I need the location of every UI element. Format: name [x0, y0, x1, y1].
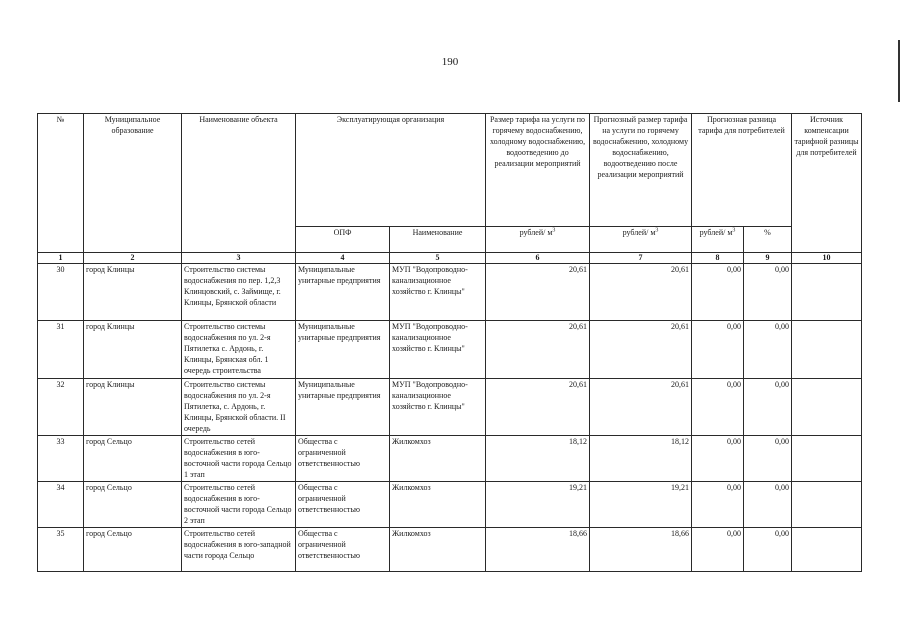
cell-tariff-before: 19,21: [486, 482, 590, 528]
header-no: №: [38, 114, 84, 253]
cell-no: 33: [38, 436, 84, 482]
header-tariff-before: Размер тарифа на услуги по горячему водоснабжению, холодному водоснабжению, водоотведению до реализации мероприятий: [486, 114, 590, 227]
cell-tariff-before: 20,61: [486, 264, 590, 321]
unit-label: рублей/ м: [622, 228, 656, 237]
cell-no: 35: [38, 528, 84, 572]
cell-object: Строительство системы водоснабжения по ул. 2-я Пятилетка, с. Ардонь, г. Клинцы, Брянской области. II очередь: [182, 379, 296, 436]
unit-label: рублей/ м: [699, 228, 733, 237]
cell-diff-rub: 0,00: [692, 379, 744, 436]
cell-source: [792, 436, 862, 482]
cell-opf: Общества с ограниченной ответственностью: [296, 528, 390, 572]
cell-tariff-after: 18,12: [590, 436, 692, 482]
cell-object: Строительство сетей водоснабжения в юго-западной части города Сельцо: [182, 528, 296, 572]
cell-source: [792, 264, 862, 321]
cell-object: Строительство системы водоснабжения по пер. 1,2,3 Клинцовский, с. Займище, г. Клинцы, Брянской области: [182, 264, 296, 321]
cell-municipality: город Клинцы: [84, 379, 182, 436]
cell-opf: Общества с ограниченной ответственностью: [296, 482, 390, 528]
cell-municipality: город Сельцо: [84, 482, 182, 528]
cell-diff-pct: 0,00: [744, 264, 792, 321]
column-number: 7: [590, 253, 692, 264]
column-number: 9: [744, 253, 792, 264]
cell-no: 31: [38, 321, 84, 379]
cell-municipality: город Сельцо: [84, 528, 182, 572]
table-row: [38, 528, 862, 572]
unit-cube: 3: [655, 227, 659, 234]
subheader-name: Наименование: [390, 227, 486, 253]
unit-cube: 3: [732, 227, 736, 234]
cell-tariff-before: 18,66: [486, 528, 590, 572]
cell-source: [792, 482, 862, 528]
header-municipality: Муниципальное образование: [84, 114, 182, 253]
unit-tariff-after: [590, 227, 692, 253]
unit-label: рублей/ м: [519, 228, 553, 237]
cell-diff-pct: 0,00: [744, 528, 792, 572]
column-number: 3: [182, 253, 296, 264]
cell-source: [792, 379, 862, 436]
page-number: 190: [441, 56, 459, 68]
column-number: 10: [792, 253, 862, 264]
cell-object: Строительство системы водоснабжения по ул. 2-я Пятилетка с. Ардонь, г. Клинцы, Брянская обл. 1 очередь строительства: [182, 321, 296, 379]
cell-diff-rub: 0,00: [692, 436, 744, 482]
cell-source: [792, 321, 862, 379]
cell-tariff-after: 20,61: [590, 264, 692, 321]
table-row: [38, 321, 862, 379]
tariff-table: [37, 113, 862, 572]
table-row: [38, 482, 862, 528]
subheader-opf: ОПФ: [296, 227, 390, 253]
unit-difference-percent: %: [744, 227, 792, 253]
cell-diff-pct: 0,00: [744, 436, 792, 482]
cell-diff-pct: 0,00: [744, 379, 792, 436]
cell-no: 34: [38, 482, 84, 528]
cell-opf: Муниципальные унитарные предприятия: [296, 321, 390, 379]
unit-cube: 3: [552, 227, 556, 234]
cell-municipality: город Клинцы: [84, 264, 182, 321]
column-number: 8: [692, 253, 744, 264]
cell-operator-name: МУП "Водопроводно-канализационное хозяйство г. Клинцы": [390, 321, 486, 379]
cell-diff-rub: 0,00: [692, 264, 744, 321]
cell-diff-pct: 0,00: [744, 482, 792, 528]
header-object: Наименование объекта: [182, 114, 296, 253]
column-number: 2: [84, 253, 182, 264]
header-source: Источник компенсации тарифной разницы для потребителей: [792, 114, 862, 253]
column-number: 4: [296, 253, 390, 264]
cell-tariff-before: 18,12: [486, 436, 590, 482]
cell-object: Строительство сетей водоснабжения в юго-восточной части города Сельцо 1 этап: [182, 436, 296, 482]
column-numbers-row: [38, 253, 862, 264]
scan-edge-mark: [898, 40, 900, 102]
header-row: [38, 114, 862, 227]
cell-operator-name: Жилкомхоз: [390, 528, 486, 572]
cell-diff-rub: 0,00: [692, 482, 744, 528]
cell-diff-rub: 0,00: [692, 528, 744, 572]
cell-tariff-after: 20,61: [590, 321, 692, 379]
cell-opf: Муниципальные унитарные предприятия: [296, 379, 390, 436]
table-row: [38, 264, 862, 321]
unit-tariff-before: [486, 227, 590, 253]
unit-difference-rub: [692, 227, 744, 253]
cell-tariff-before: 20,61: [486, 379, 590, 436]
table-row: [38, 436, 862, 482]
cell-tariff-after: 19,21: [590, 482, 692, 528]
cell-tariff-before: 20,61: [486, 321, 590, 379]
cell-operator-name: МУП "Водопроводно-канализационное хозяйство г. Клинцы": [390, 379, 486, 436]
cell-opf: Муниципальные унитарные предприятия: [296, 264, 390, 321]
cell-operator-name: МУП "Водопроводно-канализационное хозяйство г. Клинцы": [390, 264, 486, 321]
cell-tariff-after: 20,61: [590, 379, 692, 436]
header-difference: Прогнозная разница тарифа для потребителей: [692, 114, 792, 227]
header-operator: Эксплуатирующая организация: [296, 114, 486, 227]
cell-tariff-after: 18,66: [590, 528, 692, 572]
cell-municipality: город Клинцы: [84, 321, 182, 379]
cell-diff-pct: 0,00: [744, 321, 792, 379]
cell-no: 32: [38, 379, 84, 436]
cell-operator-name: Жилкомхоз: [390, 436, 486, 482]
cell-source: [792, 528, 862, 572]
column-number: 1: [38, 253, 84, 264]
column-number: 5: [390, 253, 486, 264]
cell-no: 30: [38, 264, 84, 321]
cell-operator-name: Жилкомхоз: [390, 482, 486, 528]
cell-municipality: город Сельцо: [84, 436, 182, 482]
cell-opf: Общества с ограниченной ответственностью: [296, 436, 390, 482]
cell-object: Строительство сетей водоснабжения в юго-восточной части города Сельцо 2 этап: [182, 482, 296, 528]
table-row: [38, 379, 862, 436]
column-number: 6: [486, 253, 590, 264]
cell-diff-rub: 0,00: [692, 321, 744, 379]
header-tariff-after: Прогнозный размер тарифа на услуги по горячему водоснабжению, холодному водоснабжению, водоотведению после реализации мероприятий: [590, 114, 692, 227]
